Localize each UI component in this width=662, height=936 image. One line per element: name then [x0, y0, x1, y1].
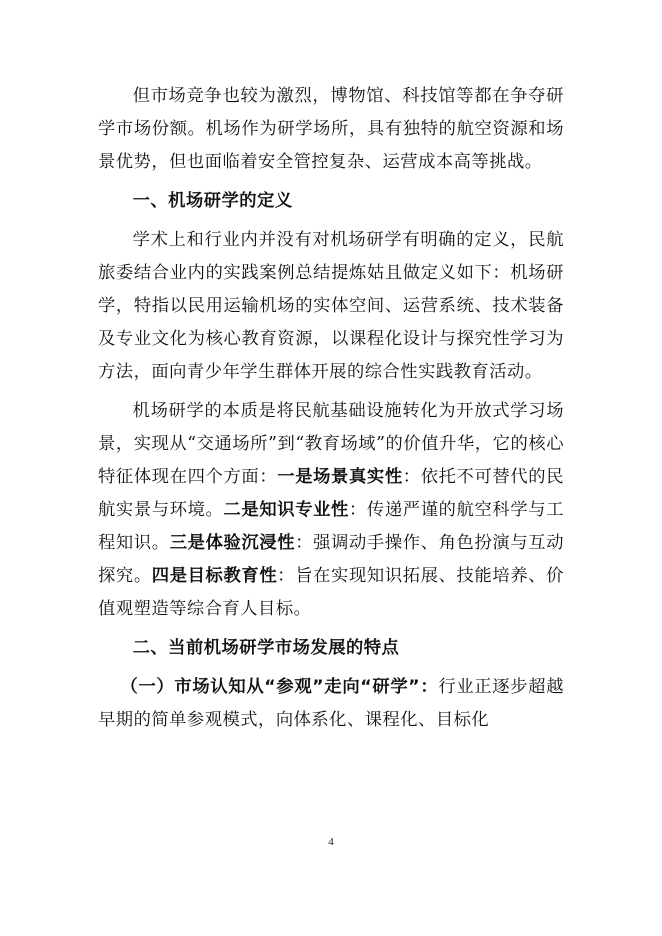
- page-number: 4: [328, 836, 334, 848]
- feature-4-text: ：旨在实现知识拓展、技能培养、价值观塑造等综合育人目标。: [98, 566, 564, 619]
- features-intro: 机场研学的本质是将民航基础设施转化为开放式学习场景，实现从“交通场所”到“教育场域”的价值升华，它的核心特征体现在四个方面：: [98, 401, 564, 487]
- paragraph-market-cognition: [98, 671, 564, 737]
- paragraph-core-features: [98, 395, 564, 626]
- feature-4-label: 四是目标教育性: [151, 566, 278, 586]
- section-heading-definition: 一、机场研学的定义: [132, 191, 293, 211]
- feature-2-text: ：传递严谨的航空科学与工程知识。: [98, 500, 564, 553]
- feature-3-label: 三是体验沉浸性: [169, 533, 296, 553]
- feature-2-label: 二是知识专业性: [223, 500, 349, 520]
- subsection-heading-cognition: （一）市场认知从“参观”走向“研学”：: [120, 677, 439, 697]
- paragraph-definition: 学术上和行业内并没有对机场研学有明确的定义，民航旅委结合业内的实践案例总结提炼姑且做定义如下：机场研学，特指以民用运输机场的实体空间、运营系统、技术装备及专业文化为核心教育资源，以课程化设计与探究性学习为方法，面向青少年学生群体开展的综合性实践教育活动。: [98, 230, 564, 382]
- paragraph-competition: 但市场竞争也较为激烈，博物馆、科技馆等都在争夺研学市场份额。机场作为研学场所，具有独特的航空资源和场景优势，但也面临着安全管控复杂、运营成本高等挑战。: [98, 86, 564, 172]
- feature-1-label: 一是场景真实性: [277, 467, 403, 487]
- feature-1-text: ：依托不可替代的民航实景与环境。: [98, 467, 564, 520]
- document-body: [98, 80, 564, 743]
- feature-3-text: ：强调动手操作、角色扮演与互动探究。: [98, 533, 564, 586]
- section-heading-market-features: 二、当前机场研学市场发展的特点: [132, 638, 400, 658]
- subsection-text-cognition: 行业正逐步超越早期的简单参观模式，向体系化、课程化、目标化: [98, 677, 564, 730]
